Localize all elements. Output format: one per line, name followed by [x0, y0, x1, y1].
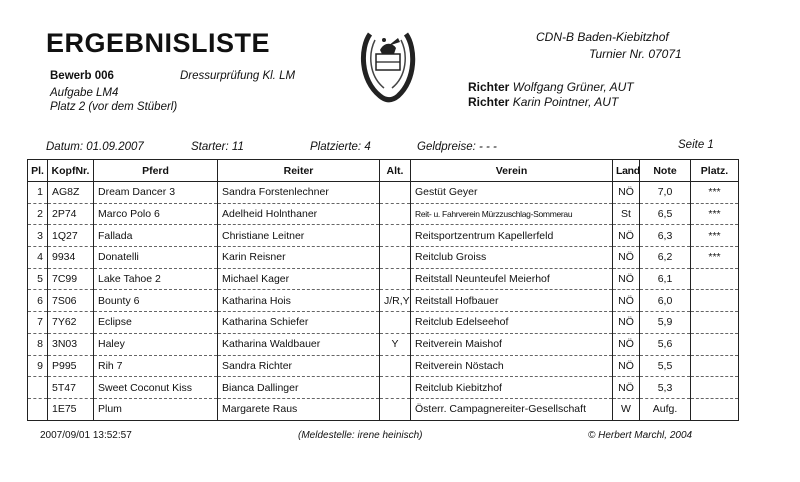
column-header: Land [613, 160, 640, 182]
turnier-number: Turnier Nr. 07071 [589, 47, 682, 61]
cell-placing: 9 [28, 355, 48, 377]
cell-land: NÖ [613, 268, 640, 290]
cell-land: NÖ [613, 290, 640, 312]
cell-alt [380, 268, 411, 290]
datum: Datum: 01.09.2007 [46, 141, 144, 153]
cell-note: 6,2 [640, 247, 691, 269]
cell-reiter: Karin Reisner [218, 247, 380, 269]
cell-platz [691, 268, 739, 290]
cell-land: NÖ [613, 355, 640, 377]
cell-reiter: Katharina Waldbauer [218, 333, 380, 355]
cell-land: NÖ [613, 312, 640, 334]
cell-kopfnr: 9934 [48, 247, 94, 269]
cell-reiter: Bianca Dallinger [218, 377, 380, 399]
cell-platz: *** [691, 203, 739, 225]
cell-reiter: Katharina Hois [218, 290, 380, 312]
cell-placing: 1 [28, 182, 48, 204]
table-row [28, 182, 739, 204]
cell-placing: 4 [28, 247, 48, 269]
cell-verein: Reitsportzentrum Kapellerfeld [411, 225, 613, 247]
cell-reiter: Sandra Richter [218, 355, 380, 377]
richter-label: Richter [468, 95, 510, 109]
horseshoe-logo [358, 28, 418, 104]
cell-land: St [613, 203, 640, 225]
copyright: © Herbert Marchl, 2004 [588, 430, 693, 441]
print-timestamp: 2007/09/01 13:52:57 [40, 430, 132, 441]
cell-platz: *** [691, 182, 739, 204]
richter-name: Wolfgang Grüner, AUT [512, 80, 634, 94]
cell-pferd: Plum [94, 398, 218, 420]
page-title: ERGEBNISLISTE [46, 28, 271, 58]
cell-placing: 8 [28, 333, 48, 355]
cell-note: 7,0 [640, 182, 691, 204]
cell-pferd: Dream Dancer 3 [94, 182, 218, 204]
cell-verein: Österr. Campagnereiter-Gesellschaft [411, 398, 613, 420]
column-header: Note [640, 160, 691, 182]
cell-platz [691, 355, 739, 377]
richter-name: Karin Pointner, AUT [512, 95, 619, 109]
cell-verein: Reitverein Nöstach [411, 355, 613, 377]
cell-kopfnr: 7Y62 [48, 312, 94, 334]
cell-land: W [613, 398, 640, 420]
cell-alt [380, 247, 411, 269]
cell-note: 5,9 [640, 312, 691, 334]
table-row [28, 398, 739, 420]
cell-kopfnr: AG8Z [48, 182, 94, 204]
cell-pferd: Sweet Coconut Kiss [94, 377, 218, 399]
cell-land: NÖ [613, 247, 640, 269]
column-header: Pferd [94, 160, 218, 182]
cell-platz: *** [691, 247, 739, 269]
table-row [28, 312, 739, 334]
bewerb-name: Dressurprüfung Kl. LM [180, 70, 296, 82]
cell-note: Aufg. [640, 398, 691, 420]
platz-location: Platz 2 (vor dem Stüberl) [50, 101, 178, 113]
cell-land: NÖ [613, 182, 640, 204]
cell-verein: Gestüt Geyer [411, 182, 613, 204]
cell-kopfnr: 2P74 [48, 203, 94, 225]
starter-count: Starter: 11 [191, 141, 244, 153]
results-table [27, 159, 739, 421]
table-row [28, 333, 739, 355]
table-row [28, 355, 739, 377]
cell-platz: *** [691, 225, 739, 247]
cell-pferd: Eclipse [94, 312, 218, 334]
cell-alt [380, 225, 411, 247]
platzierte-count: Platzierte: 4 [310, 141, 371, 153]
cell-note: 5,6 [640, 333, 691, 355]
cell-verein: Reitclub Edelseehof [411, 312, 613, 334]
cell-verein: Reitclub Kiebitzhof [411, 377, 613, 399]
cell-placing: 6 [28, 290, 48, 312]
richter-label: Richter [468, 80, 510, 94]
cell-platz [691, 290, 739, 312]
cell-reiter: Christiane Leitner [218, 225, 380, 247]
cell-pferd: Rih 7 [94, 355, 218, 377]
column-header: Alt. [380, 160, 411, 182]
cell-land: NÖ [613, 377, 640, 399]
table-row [28, 203, 739, 225]
table-row [28, 268, 739, 290]
cell-pferd: Lake Tahoe 2 [94, 268, 218, 290]
cell-note: 6,5 [640, 203, 691, 225]
cell-alt [380, 355, 411, 377]
cell-note: 6,3 [640, 225, 691, 247]
cell-reiter: Katharina Schiefer [218, 312, 380, 334]
cell-platz [691, 333, 739, 355]
geldpreise: Geldpreise: - - - [417, 141, 497, 153]
cell-kopfnr: 7S06 [48, 290, 94, 312]
cell-placing: 5 [28, 268, 48, 290]
cell-alt [380, 182, 411, 204]
cell-pferd: Donatelli [94, 247, 218, 269]
cell-platz [691, 377, 739, 399]
organizer: CDN-B Baden-Kiebitzhof [536, 30, 669, 44]
cell-placing: 3 [28, 225, 48, 247]
cell-verein: Reitverein Maishof [411, 333, 613, 355]
column-header: Verein [411, 160, 613, 182]
richter-2 [468, 95, 618, 109]
cell-pferd: Fallada [94, 225, 218, 247]
cell-platz [691, 312, 739, 334]
bewerb-number: Bewerb 006 [50, 70, 114, 82]
column-header: Platz. [691, 160, 739, 182]
cell-placing [28, 377, 48, 399]
cell-verein: Reitstall Neunteufel Meierhof [411, 268, 613, 290]
cell-alt [380, 398, 411, 420]
cell-alt [380, 312, 411, 334]
cell-kopfnr: 7C99 [48, 268, 94, 290]
table-row [28, 377, 739, 399]
table-row [28, 247, 739, 269]
aufgabe: Aufgabe LM4 [50, 87, 119, 99]
cell-placing [28, 398, 48, 420]
cell-note: 5,5 [640, 355, 691, 377]
column-header: Pl. [28, 160, 48, 182]
column-header: Reiter [218, 160, 380, 182]
table-row [28, 290, 739, 312]
cell-reiter: Adelheid Holnthaner [218, 203, 380, 225]
cell-platz [691, 398, 739, 420]
meldestelle: (Meldestelle: irene heinisch) [298, 430, 423, 441]
cell-kopfnr: 1Q27 [48, 225, 94, 247]
cell-pferd: Marco Polo 6 [94, 203, 218, 225]
cell-note: 6,0 [640, 290, 691, 312]
cell-alt: Y [380, 333, 411, 355]
cell-land: NÖ [613, 225, 640, 247]
cell-verein: Reitclub Groiss [411, 247, 613, 269]
cell-note: 5,3 [640, 377, 691, 399]
table-row [28, 225, 739, 247]
cell-land: NÖ [613, 333, 640, 355]
cell-alt: J/R,Y [380, 290, 411, 312]
cell-reiter: Sandra Forstenlechner [218, 182, 380, 204]
table-header-row [28, 160, 739, 182]
cell-kopfnr: 1E75 [48, 398, 94, 420]
cell-reiter: Margarete Raus [218, 398, 380, 420]
cell-reiter: Michael Kager [218, 268, 380, 290]
cell-pferd: Haley [94, 333, 218, 355]
column-header: KopfNr. [48, 160, 94, 182]
cell-placing: 2 [28, 203, 48, 225]
cell-placing: 7 [28, 312, 48, 334]
cell-kopfnr: 3N03 [48, 333, 94, 355]
cell-verein: Reit- u. Fahrverein Mürzzuschlag-Sommerau [411, 203, 613, 225]
cell-alt [380, 203, 411, 225]
richter-1 [468, 80, 634, 94]
page-number: Seite 1 [678, 139, 714, 151]
cell-kopfnr: 5T47 [48, 377, 94, 399]
cell-kopfnr: P995 [48, 355, 94, 377]
cell-verein: Reitstall Hofbauer [411, 290, 613, 312]
cell-alt [380, 377, 411, 399]
cell-note: 6,1 [640, 268, 691, 290]
cell-pferd: Bounty 6 [94, 290, 218, 312]
